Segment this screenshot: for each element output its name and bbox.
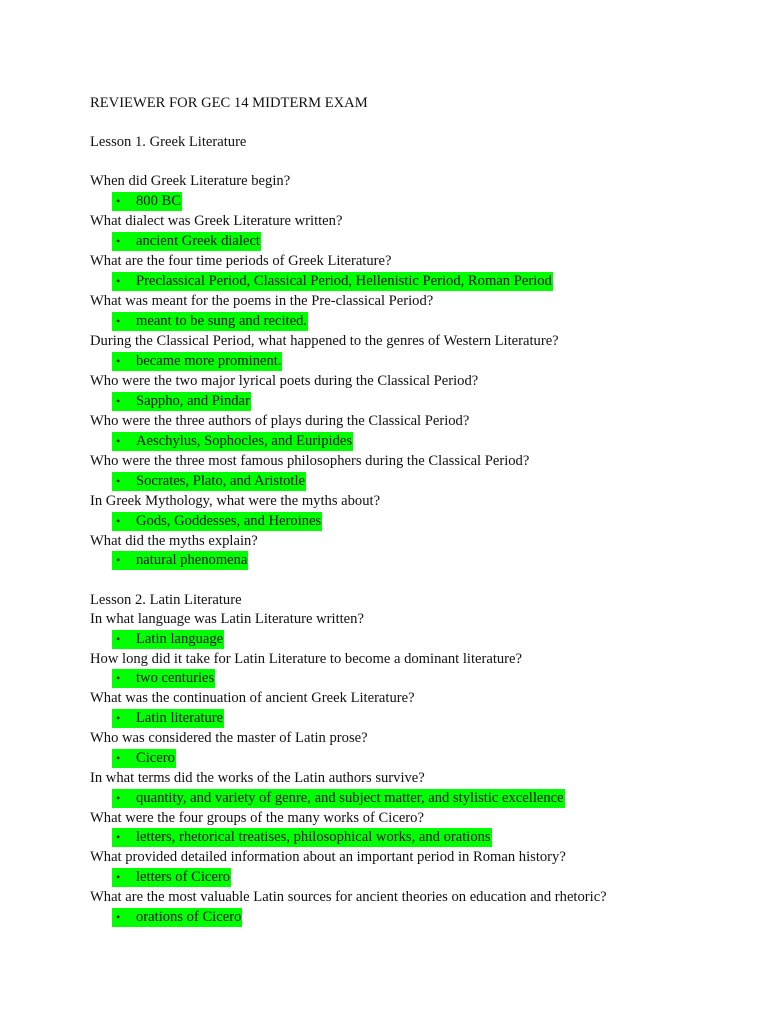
answer-text: letters of Cicero	[136, 869, 231, 885]
lesson-2-heading: Lesson 2. Latin Literature	[90, 592, 242, 608]
question: What are the four time periods of Greek Literature?	[90, 253, 392, 269]
answer-highlight	[112, 669, 215, 688]
bullet-icon: •	[116, 830, 121, 844]
answer-text: Latin language	[136, 631, 224, 647]
answer-text: Socrates, Plato, and Aristotle	[136, 473, 306, 489]
bullet-icon: •	[116, 711, 121, 725]
bullet-icon: •	[116, 274, 121, 288]
answer-text: natural phenomena	[136, 552, 248, 568]
answer-text: Latin literature	[136, 710, 224, 726]
answer-highlight	[112, 512, 322, 531]
answer-text: Aeschylus, Sophocles, and Euripides	[136, 433, 353, 449]
question: How long did it take for Latin Literature to become a dominant literature?	[90, 651, 522, 667]
bullet-icon: •	[116, 553, 121, 567]
lesson-1-heading: Lesson 1. Greek Literature	[90, 134, 247, 150]
document-title: REVIEWER FOR GEC 14 MIDTERM EXAM	[90, 95, 368, 111]
bullet-icon: •	[116, 434, 121, 448]
bullet-icon: •	[116, 394, 121, 408]
question: In what terms did the works of the Latin authors survive?	[90, 770, 425, 786]
bullet-icon: •	[116, 474, 121, 488]
answer-highlight	[112, 709, 224, 728]
bullet-icon: •	[116, 791, 121, 805]
question: In what language was Latin Literature written?	[90, 611, 364, 627]
answer-text: Preclassical Period, Classical Period, Hellenistic Period, Roman Period	[136, 273, 552, 289]
answer-highlight	[112, 828, 492, 847]
answer-highlight	[112, 749, 176, 768]
answer-text: meant to be sung and recited.	[136, 313, 308, 329]
bullet-icon: •	[116, 870, 121, 884]
question: Who were the two major lyrical poets during the Classical Period?	[90, 373, 479, 389]
question: When did Greek Literature begin?	[90, 173, 291, 189]
answer-text: Sappho, and Pindar	[136, 393, 250, 409]
answer-highlight	[112, 312, 308, 331]
question: What was meant for the poems in the Pre-classical Period?	[90, 293, 434, 309]
question: What were the four groups of the many works of Cicero?	[90, 810, 424, 826]
answer-highlight	[112, 232, 261, 251]
question: What provided detailed information about an important period in Roman history?	[90, 849, 566, 865]
bullet-icon: •	[116, 632, 121, 646]
answer-highlight	[112, 551, 248, 570]
bullet-icon: •	[116, 194, 121, 208]
bullet-icon: •	[116, 910, 121, 924]
answer-highlight	[112, 868, 231, 887]
answer-highlight	[112, 630, 224, 649]
answer-highlight	[112, 272, 553, 291]
question: What dialect was Greek Literature written?	[90, 213, 343, 229]
answer-text: ancient Greek dialect	[136, 233, 260, 249]
answer-highlight	[112, 192, 182, 211]
bullet-icon: •	[116, 751, 121, 765]
question: Who were the three most famous philosophers during the Classical Period?	[90, 453, 530, 469]
answer-text: 800 BC	[136, 193, 182, 209]
answer-highlight	[112, 392, 251, 411]
answer-highlight	[112, 352, 282, 371]
answer-text: orations of Cicero	[136, 909, 242, 925]
answer-text: quantity, and variety of genre, and subject matter, and stylistic excellence	[136, 790, 564, 806]
question: In Greek Mythology, what were the myths about?	[90, 493, 381, 509]
answer-text: letters, rhetorical treatises, philosophical works, and orations	[136, 829, 491, 845]
question: What did the myths explain?	[90, 533, 258, 549]
answer-highlight	[112, 789, 565, 808]
answer-text: Cicero	[136, 750, 175, 766]
answer-text: two centuries	[136, 670, 215, 686]
bullet-icon: •	[116, 671, 121, 685]
question: Who was considered the master of Latin prose?	[90, 730, 368, 746]
answer-highlight	[112, 432, 353, 451]
bullet-icon: •	[116, 514, 121, 528]
question: What are the most valuable Latin sources for ancient theories on education and rhetoric?	[90, 889, 607, 905]
answer-highlight	[112, 472, 306, 491]
bullet-icon: •	[116, 314, 121, 328]
bullet-icon: •	[116, 234, 121, 248]
question: What was the continuation of ancient Greek Literature?	[90, 690, 415, 706]
question: During the Classical Period, what happened to the genres of Western Literature?	[90, 333, 559, 349]
bullet-icon: •	[116, 354, 121, 368]
answer-text: Gods, Goddesses, and Heroines	[136, 513, 322, 529]
answer-text: became more prominent.	[136, 353, 282, 369]
question: Who were the three authors of plays during the Classical Period?	[90, 413, 470, 429]
answer-highlight	[112, 908, 242, 927]
